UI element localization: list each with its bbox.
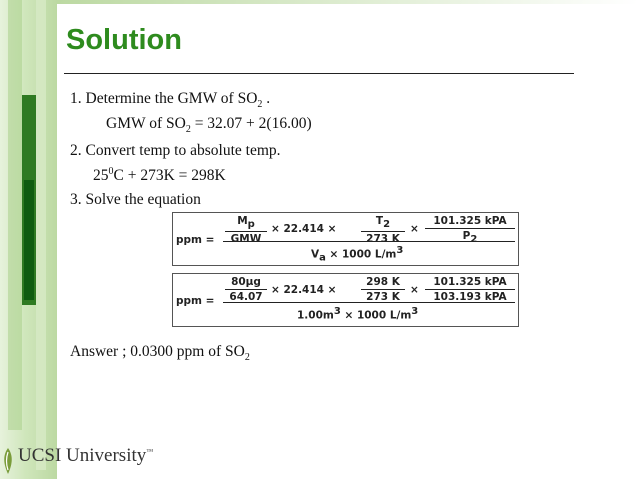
formula-lhs: ppm =: [176, 234, 215, 246]
times-sign: ×: [410, 223, 419, 235]
top-decorative-line: [57, 0, 638, 4]
decorative-bar: [8, 0, 22, 430]
main-fraction-line: [223, 302, 515, 303]
fraction-mass-gmw: $\frac{80\mu g}{64.07}$: [225, 276, 267, 303]
decorative-bar: [36, 0, 46, 470]
fraction-298-273: $\frac{298 K}{273 K}$: [361, 276, 405, 303]
times-22414: × 22.414 ×: [271, 284, 337, 296]
substituted-denominator: $1.00m^3 \times 1000$ $L/m^3$: [297, 306, 419, 322]
times-sign: ×: [410, 284, 419, 296]
step-1-detail: GMW of $SO_2 = 32.07 + 2(16.00)$: [106, 115, 312, 136]
main-fraction-line: [223, 241, 515, 242]
slide-title: Solution: [66, 24, 182, 56]
formula-denominator: $V_a \times 1000$ $L/m^3$: [311, 245, 404, 264]
formula-box: [172, 212, 519, 266]
title-underline: [64, 73, 574, 74]
substituted-lhs: ppm =: [176, 295, 215, 307]
step-3: 3. Solve the equation: [70, 191, 201, 208]
fraction-pressure-values: 101.325 kPA 103.193 kPA: [425, 276, 515, 303]
step-2-detail: $25^0C + 273K = 298K$: [93, 166, 226, 185]
step-1: 1. Determine the GMW of $SO_2$ .: [70, 90, 271, 111]
answer-line: Answer ; 0.0300 ppm of $SO_2$: [70, 343, 250, 364]
substituted-box: [172, 273, 519, 327]
fraction-pressure: 101.325 kPA $P_2$: [425, 215, 515, 245]
step-2: 2. Convert temp to absolute temp.: [70, 142, 281, 159]
university-logo-icon: [0, 446, 16, 476]
university-logo-text: UCSI University™: [18, 445, 154, 466]
decorative-bar: [24, 180, 34, 300]
fraction-mp-gmw: $M_p$ GMW: [225, 215, 267, 245]
times-22414: × 22.414 ×: [271, 223, 337, 235]
fraction-t2-273: $\frac{T_2}{273 K}$: [361, 215, 405, 245]
